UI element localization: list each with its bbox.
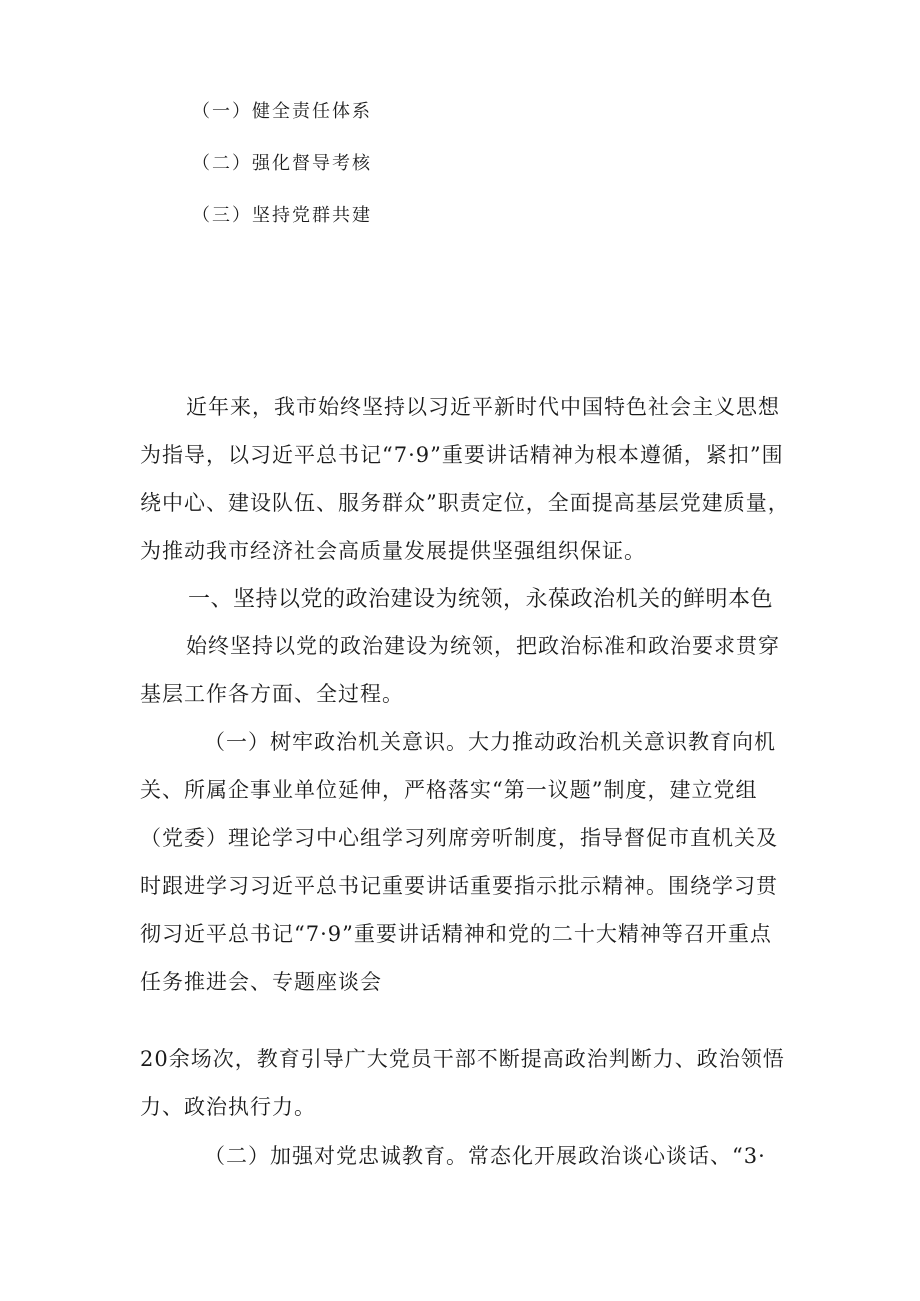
intro-text: 近年来，我市始终坚持以习近平新时代中国特色社会主义思想为指导，以习近平总书记“7·9”重要讲话精神为根本遵循，紧扣”围绕中心、建设队伍、服务群众”职责定位，全面提高基层党建质量，为推动我市经济社会高质量发展提供坚强组织保证。 [140,395,790,563]
item1-paragraph [140,718,790,1006]
toc-item-1: （一）健全责任体系 [192,101,372,122]
section-lead-text: 始终坚持以党的政治建设为统领，把政治标准和政治要求贯穿基层工作各方面、全过程。 [140,634,780,706]
item2-text: （二）加强对党忠诚教育。常态化开展政治谈心谈话、“3· [204,1144,766,1168]
intro-paragraph [140,383,790,575]
section-heading: 一、坚持以党的政治建设为统领，永葆政治机关的鲜明本色 [188,587,774,612]
item1-continuation-paragraph [140,1035,790,1131]
item2-paragraph [140,1132,780,1180]
item1-text: （一）树牢政治机关意识。大力推动政治机关意识教育向机关、所属企事业单位延伸，严格落实“第一议题”制度，建立党组（党委）理论学习中心组学习列席旁听制度，指导督促市直机关及时跟进学习习近平总书记重要讲话重要指示批示精神。围绕学习贯彻习近平总书记“7·9”重要讲话精神和党的二十大精神等召开重点任务推进会、专题座谈会 [140,730,778,994]
section-lead-paragraph [140,622,790,718]
toc-item-2: （二）强化督导考核 [192,153,372,174]
toc-item-3: （三）坚持党群共建 [192,205,372,226]
item1-continuation-text: 20余场次，教育引导广大党员干部不断提高政治判断力、政治领悟力、政治执行力。 [140,1047,785,1119]
